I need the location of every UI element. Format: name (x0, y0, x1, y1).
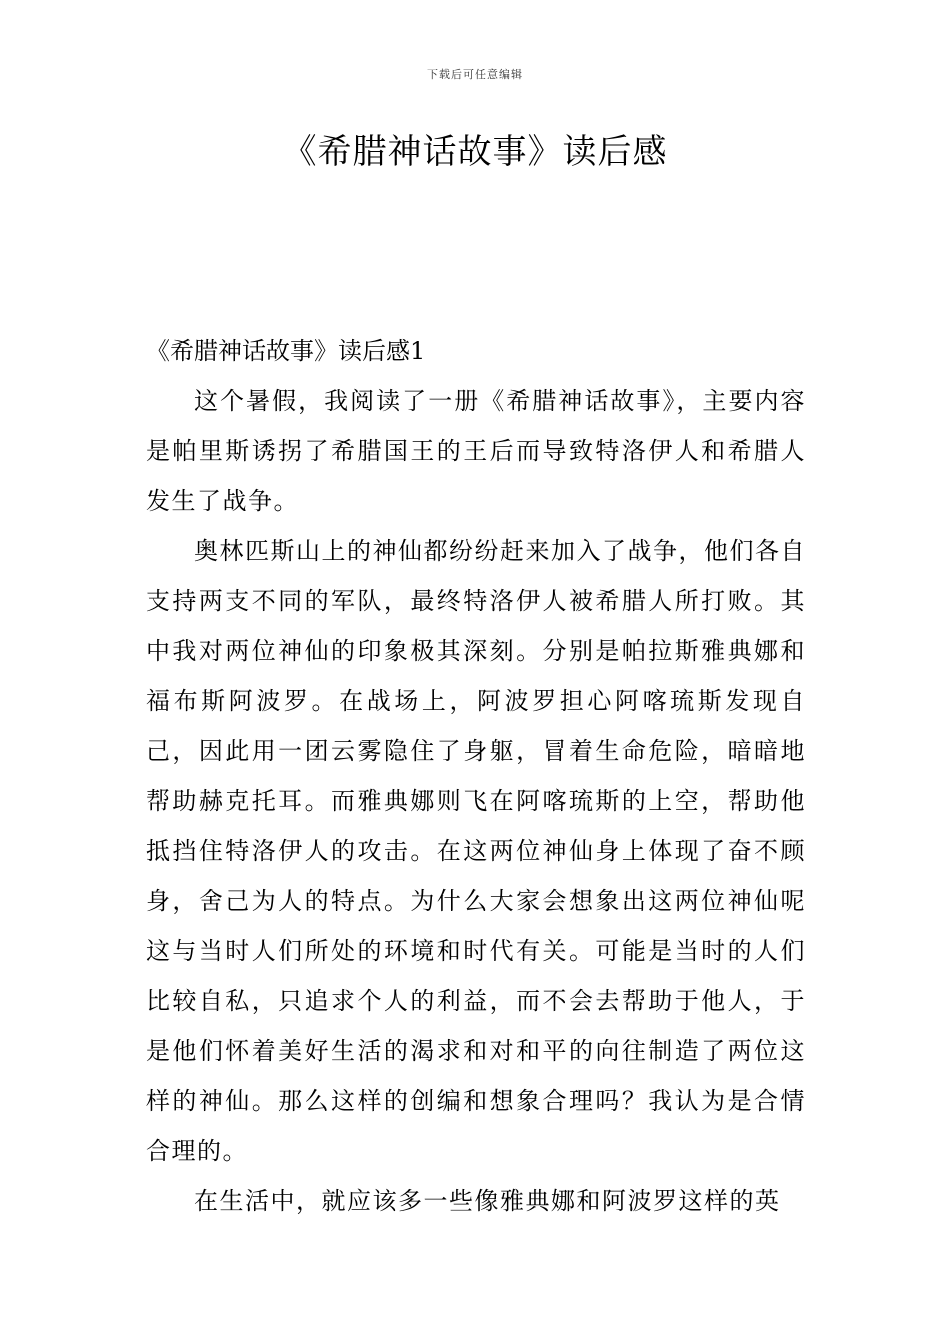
document-body (146, 326, 806, 1226)
document-title: 《希腊神话故事》读后感 (282, 132, 668, 172)
paragraph-2: 奥林匹斯山上的神仙都纷纷赶来加入了战争，他们各自支持两支不同的军队，最终特洛伊人被希腊人所打败。其中我对两位神仙的印象极其深刻。分别是帕拉斯雅典娜和福布斯阿波罗。在战场上，阿波罗担心阿喀琉斯发现自己，因此用一团云雾隐住了身躯，冒着生命危险，暗暗地帮助赫克托耳。而雅典娜则飞在阿喀琉斯的上空，帮助他抵挡住特洛伊人的攻击。在这两位神仙身上体现了奋不顾身，舍己为人的特点。为什么大家会想象出这两位神仙呢这与当时人们所处的环境和时代有关。可能是当时的人们比较自私，只追求个人的利益，而不会去帮助于他人，于是他们怀着美好生活的渴求和对和平的向往制造了两位这样的神仙。那么这样的创编和想象合理吗？我认为是合情合理的。 (146, 537, 806, 1165)
header-note: 下载后可任意编辑 (427, 68, 523, 81)
paragraph-1: 这个暑假，我阅读了一册《希腊神话故事》，主要内容是帕里斯诱拐了希腊国王的王后而导致特洛伊人和希腊人发生了战争。 (146, 387, 806, 515)
paragraph-3: 在生活中，就应该多一些像雅典娜和阿波罗这样的英 (194, 1187, 781, 1215)
section-heading: 《希腊神话故事》读后感1 (146, 337, 426, 365)
